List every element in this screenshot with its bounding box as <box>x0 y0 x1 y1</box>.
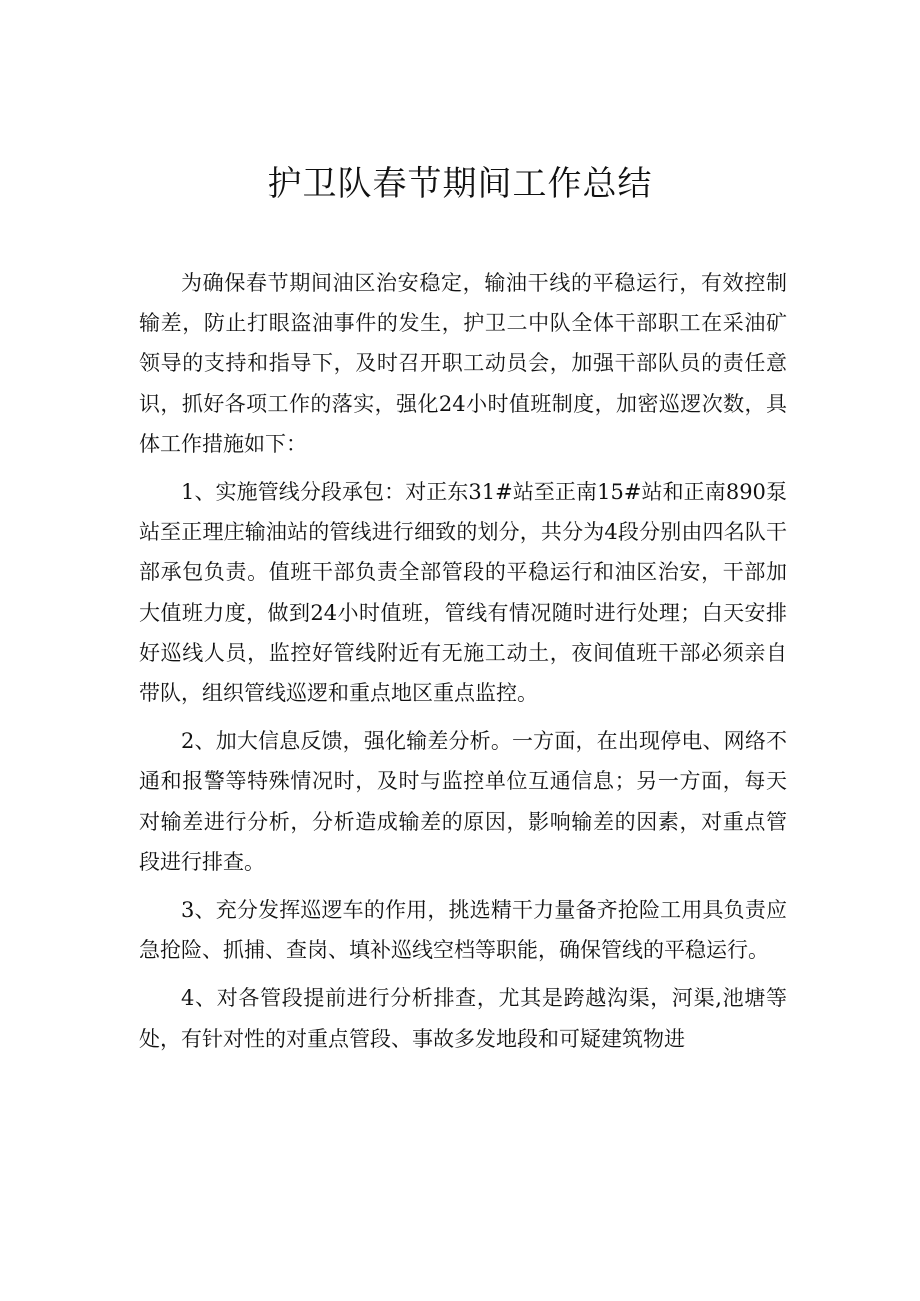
document-body <box>139 263 787 1067</box>
paragraph-item-1: 1、实施管线分段承包：对正东31#站至正南15#站和正南890泵站至正理庄输油站的管线进行细致的划分，共分为4段分别由四名队干部承包负责。值班干部负责全部管段的平稳运行和油区治安，干部加大值班力度，做到24小时值班，管线有情况随时进行处理；白天安排好巡线人员，监控好管线附近有无施工动土，夜间值班干部必须亲自带队，组织管线巡逻和重点地区重点监控。 <box>139 480 787 706</box>
paragraph-item-2: 2、加大信息反馈，强化输差分析。一方面，在出现停电、网络不通和报警等特殊情况时，及时与监控单位互通信息；另一方面，每天对输差进行分析，分析造成输差的原因，影响输差的因素，对重点管段进行排查。 <box>139 729 787 874</box>
paragraph-item-4: 4、对各管段提前进行分析排查，尤其是跨越沟渠，河渠,池塘等处，有针对性的对重点管段、事故多发地段和可疑建筑物进 <box>139 986 787 1051</box>
paragraph-intro: 为确保春节期间油区治安稳定，输油干线的平稳运行，有效控制输差，防止打眼盗油事件的发生，护卫二中队全体干部职工在采油矿领导的支持和指导下，及时召开职工动员会，加强干部队员的责任意识，抓好各项工作的落实，强化24小时值班制度，加密巡逻次数，具体工作措施如下： <box>139 271 787 456</box>
document-title: 护卫队春节期间工作总结 <box>267 164 653 204</box>
paragraph-item-3: 3、充分发挥巡逻车的作用，挑选精干力量备齐抢险工用具负责应急抢险、抓捕、查岗、填补巡线空档等职能，确保管线的平稳运行。 <box>139 898 787 963</box>
